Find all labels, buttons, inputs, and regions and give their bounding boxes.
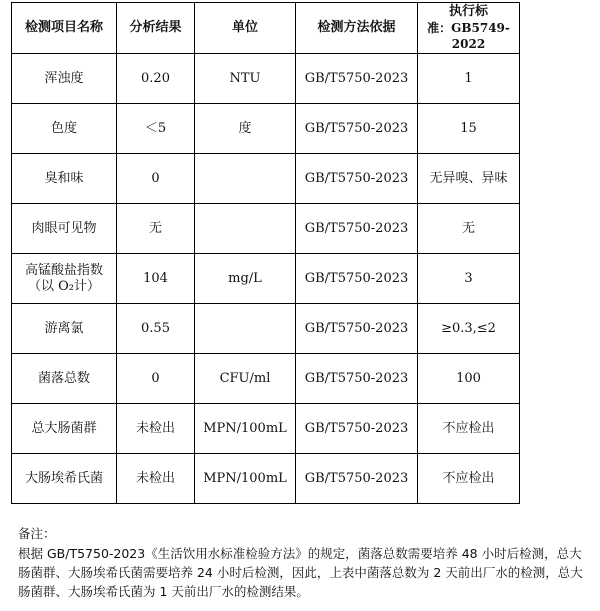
- cell-name: [12, 404, 117, 454]
- cell-method: GB/T5750-2023: [296, 254, 418, 304]
- table-row: [12, 354, 520, 404]
- cell-method: GB/T5750-2023: [296, 354, 418, 404]
- cell-standard: 1: [418, 54, 520, 104]
- table-row: [12, 54, 520, 104]
- notes-title: 备注：: [18, 526, 56, 541]
- cell-result: ＜5: [117, 104, 195, 154]
- cell-unit: mg/L: [195, 254, 296, 304]
- table-row: [12, 254, 520, 304]
- results-table: [11, 2, 520, 504]
- table-row: [12, 304, 520, 354]
- cell-name: [12, 354, 117, 404]
- cell-result: 无: [117, 204, 195, 254]
- table-row: [12, 154, 520, 204]
- cell-standard: ≥0.3,≤2: [418, 304, 520, 354]
- cell-method: GB/T5750-2023: [296, 204, 418, 254]
- cell-name-line1: 菌落总数: [37, 370, 90, 386]
- notes-body: 根据 GB/T5750-2023《生活饮用水标准检验方法》的规定，菌落总数需要培养 48 小时后检测，总大肠菌群、大肠埃希氏菌需要培养 24 小时后检测，因此，上表中菌落总数为 2 天前出厂水的检测，总大肠菌群、大肠埃希氏菌为 1 天前出厂水的检测结果。: [18, 546, 583, 599]
- table-row: [12, 104, 520, 154]
- cell-name-line1: 高锰酸盐指数: [24, 262, 103, 278]
- cell-method: GB/T5750-2023: [296, 54, 418, 104]
- cell-method: GB/T5750-2023: [296, 154, 418, 204]
- cell-unit: MPN/100mL: [195, 454, 296, 504]
- cell-name-line1: 浑浊度: [44, 70, 84, 86]
- cell-name-line1: 游离氯: [44, 320, 84, 336]
- header-method: 检测方法依据: [296, 3, 418, 54]
- header-standard-line1: 执行标: [448, 4, 488, 19]
- cell-result: 0.20: [117, 54, 195, 104]
- table-body: [12, 54, 520, 504]
- cell-standard: 不应检出: [418, 454, 520, 504]
- cell-standard: 无: [418, 204, 520, 254]
- cell-name-line1: 臭和味: [44, 170, 84, 186]
- cell-unit: CFU/ml: [195, 354, 296, 404]
- cell-unit: [195, 304, 296, 354]
- header-result: 分析结果: [117, 3, 195, 54]
- cell-unit: [195, 154, 296, 204]
- table-header-row: [12, 3, 520, 54]
- cell-unit: [195, 204, 296, 254]
- cell-result: 0.55: [117, 304, 195, 354]
- header-unit: 单位: [195, 3, 296, 54]
- table-row: [12, 204, 520, 254]
- notes-section: [18, 524, 590, 601]
- cell-name: [12, 204, 117, 254]
- cell-result: 未检出: [117, 454, 195, 504]
- table-row: [12, 404, 520, 454]
- table-row: [12, 454, 520, 504]
- cell-standard: 15: [418, 104, 520, 154]
- cell-name-line1: 大肠埃希氏菌: [24, 470, 103, 486]
- cell-name-line1: 色度: [50, 120, 77, 136]
- cell-standard: 不应检出: [418, 404, 520, 454]
- cell-name: [12, 154, 117, 204]
- cell-name-line1: 肉眼可见物: [31, 220, 97, 236]
- header-name: 检测项目名称: [12, 3, 117, 54]
- cell-method: GB/T5750-2023: [296, 104, 418, 154]
- cell-result: 104: [117, 254, 195, 304]
- header-standard-line2: 准：GB5749-2022: [427, 21, 510, 51]
- header-standard: [418, 3, 520, 54]
- cell-result: 0: [117, 354, 195, 404]
- cell-standard: 100: [418, 354, 520, 404]
- cell-unit: NTU: [195, 54, 296, 104]
- cell-name-line1: 总大肠菌群: [31, 420, 97, 436]
- cell-name: [12, 54, 117, 104]
- cell-name: [12, 454, 117, 504]
- cell-result: 0: [117, 154, 195, 204]
- cell-method: GB/T5750-2023: [296, 304, 418, 354]
- cell-method: GB/T5750-2023: [296, 454, 418, 504]
- cell-method: GB/T5750-2023: [296, 404, 418, 454]
- cell-name: [12, 254, 117, 304]
- cell-name-line2: （以 O₂计）: [27, 278, 100, 294]
- cell-standard: 无异嗅、异味: [418, 154, 520, 204]
- cell-unit: 度: [195, 104, 296, 154]
- cell-name: [12, 304, 117, 354]
- cell-standard: 3: [418, 254, 520, 304]
- cell-result: 未检出: [117, 404, 195, 454]
- cell-unit: MPN/100mL: [195, 404, 296, 454]
- cell-name: [12, 104, 117, 154]
